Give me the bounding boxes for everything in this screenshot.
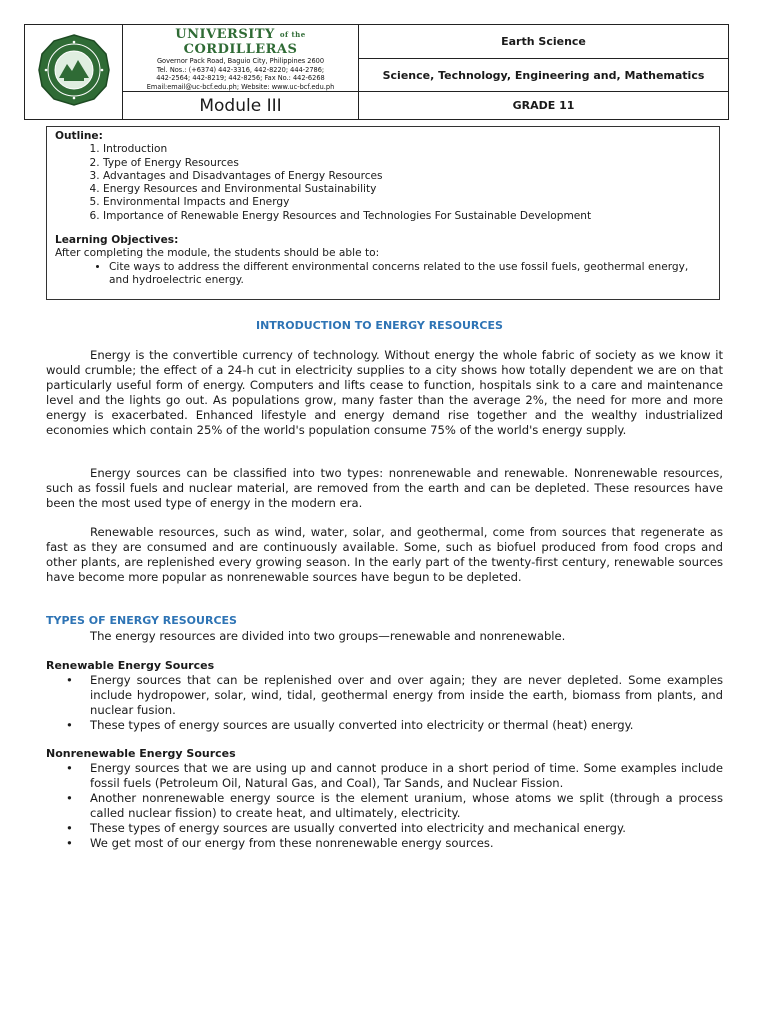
grade-level: GRADE 11 bbox=[359, 92, 729, 120]
objectives-list bbox=[55, 261, 711, 288]
renewable-heading: Renewable Energy Sources bbox=[46, 659, 215, 672]
types-intro: The energy resources are divided into two groups—renewable and nonrenewable. bbox=[90, 629, 566, 643]
outline-item: 4. Energy Resources and Environmental Sustainability bbox=[103, 183, 711, 196]
nonrenewable-bullet: • Another nonrenewable energy source is the element uranium, whose atoms we split (through a process called nuclear fission) to create heat, and ultimately, electricity. bbox=[46, 791, 723, 821]
outline-box bbox=[46, 126, 720, 300]
nonrenewable-bullet: • Energy sources that we are using up and cannot produce in a short period of time. Some examples include fossil fuels (Petroleum Oil, Natural Gas, and Coal), Tar Sands, and Nuclear Fission. bbox=[46, 761, 723, 791]
university-seal-logo bbox=[36, 32, 112, 108]
university-name: UNIVERSITY of the CORDILLERAS bbox=[175, 27, 306, 57]
nonrenewable-heading: Nonrenewable Energy Sources bbox=[46, 747, 236, 760]
subject-title: Earth Science bbox=[359, 25, 729, 59]
nonrenewable-bullet: • We get most of our energy from these nonrenewable energy sources. bbox=[46, 836, 723, 851]
intro-paragraph-2: Energy sources can be classified into two types: nonrenewable and renewable. Nonrenewable resources, such as fossil fuels and nuclear material, are removed from the earth and can be depleted. These resources have been the most used type of energy in the modern era. bbox=[46, 466, 723, 510]
nonrenewable-bullet: • These types of energy sources are usually converted into electricity and mechanical energy. bbox=[46, 821, 723, 836]
university-info-cell bbox=[123, 25, 359, 92]
objective-item: • Cite ways to address the different environmental concerns related to the use fossil fuels, geothermal energy, and hydroelectric energy. bbox=[109, 261, 711, 288]
intro-heading: INTRODUCTION TO ENERGY RESOURCES bbox=[256, 319, 503, 332]
university-address: Governor Pack Road, Baguio City, Philippines 2600 Tel. Nos.: (+6374) 442-3316, 442-8220; 444-2786; 442-2564; 442-8219; 442-8256; Fax No.: 442-6268 Email:email@uc-bcf.edu.ph; Website: www.uc-bcf.edu.ph bbox=[146, 57, 335, 91]
outline-item: 2. Type of Energy Resources bbox=[103, 157, 711, 170]
strand-title: Science, Technology, Engineering and, Mathematics bbox=[359, 58, 729, 92]
nonrenewable-bullets bbox=[46, 761, 723, 851]
types-heading: TYPES OF ENERGY RESOURCES bbox=[46, 614, 237, 627]
renewable-bullets bbox=[46, 673, 723, 733]
renewable-bullet: • These types of energy sources are usually converted into electricity or thermal (heat) energy. bbox=[46, 718, 723, 733]
outline-item: 1. Introduction bbox=[103, 143, 711, 156]
outline-item: 3. Advantages and Disadvantages of Energy Resources bbox=[103, 170, 711, 183]
header-table bbox=[24, 24, 729, 120]
outline-list bbox=[55, 143, 711, 223]
renewable-bullet: • Energy sources that can be replenished over and over again; they are never depleted. Some examples include hydropower, solar, wind, tidal, geothermal energy from inside the earth, biomass from plants, and nuclear fusion. bbox=[46, 673, 723, 718]
intro-paragraph-3: Renewable resources, such as wind, water, solar, and geothermal, come from sources that regenerate as fast as they are consumed and are continuously available. Some, such as biofuel produced from food crops and other plants, are replenished every growing season. In the early part of the twenty-first century, renewable sources have become more popular as nonrenewable sources have begun to be depleted. bbox=[46, 525, 723, 584]
learning-objectives-label: Learning Objectives: bbox=[55, 234, 179, 247]
outline-label: Outline: bbox=[55, 130, 103, 142]
outline-item: 5. Environmental Impacts and Energy bbox=[103, 196, 711, 209]
logo-cell bbox=[25, 25, 123, 120]
objectives-intro: After completing the module, the students should be able to: bbox=[55, 247, 380, 260]
intro-paragraph-1: Energy is the convertible currency of technology. Without energy the whole fabric of society as we know it would crumble; the effect of a 24-h cut in electricity supplies to a city shows how totally dependent we are on that particularly useful form of energy. Computers and lifts cease to function, hospitals sink to a care and maintenance level and the lights go out. As populations grow, many faster than the average 2%, the need for more and more energy is exacerbated. Enhanced lifestyle and energy demand rise together and the wealthy industrialized economies which contain 25% of the world's population consume 75% of the world's energy supply. bbox=[46, 348, 723, 437]
outline-item: 6. Importance of Renewable Energy Resources and Technologies For Sustainable Development bbox=[103, 210, 711, 223]
module-title: Module III bbox=[123, 92, 359, 120]
